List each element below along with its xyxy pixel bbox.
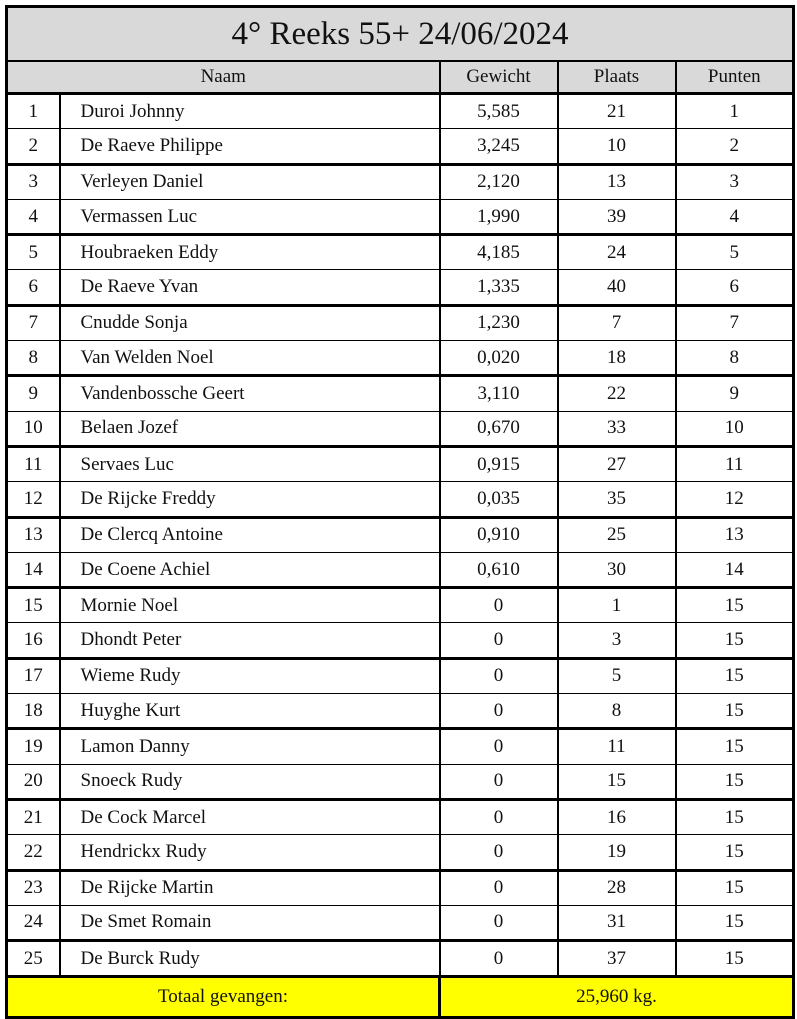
cell-naam: Dhondt Peter (60, 623, 440, 658)
cell-nr: 15 (7, 588, 60, 623)
column-header-gewicht: Gewicht (440, 61, 558, 94)
table-row (7, 305, 794, 340)
cell-naam: De Rijcke Freddy (60, 482, 440, 517)
cell-naam: De Coene Achiel (60, 552, 440, 587)
cell-naam: De Raeve Philippe (60, 129, 440, 164)
cell-plaats: 27 (558, 446, 676, 481)
cell-nr: 25 (7, 941, 60, 977)
cell-nr: 8 (7, 341, 60, 376)
cell-naam: Houbraeken Eddy (60, 235, 440, 270)
cell-gewicht: 0 (440, 764, 558, 799)
total-value: 25,960 kg. (440, 977, 794, 1018)
cell-nr: 20 (7, 764, 60, 799)
cell-plaats: 31 (558, 905, 676, 940)
cell-nr: 3 (7, 164, 60, 199)
cell-punten: 15 (676, 588, 794, 623)
cell-nr: 24 (7, 905, 60, 940)
cell-gewicht: 3,245 (440, 129, 558, 164)
cell-plaats: 24 (558, 235, 676, 270)
cell-punten: 3 (676, 164, 794, 199)
cell-punten: 15 (676, 905, 794, 940)
cell-naam: Verleyen Daniel (60, 164, 440, 199)
cell-naam: Belaen Jozef (60, 411, 440, 446)
cell-gewicht: 5,585 (440, 94, 558, 129)
cell-punten: 13 (676, 517, 794, 552)
table-row (7, 341, 794, 376)
cell-naam: De Smet Romain (60, 905, 440, 940)
cell-plaats: 7 (558, 305, 676, 340)
cell-punten: 6 (676, 270, 794, 305)
cell-naam: Vandenbossche Geert (60, 376, 440, 411)
cell-nr: 19 (7, 729, 60, 764)
column-header-plaats: Plaats (558, 61, 676, 94)
header-row (7, 61, 794, 94)
table-row (7, 376, 794, 411)
cell-punten: 12 (676, 482, 794, 517)
cell-plaats: 22 (558, 376, 676, 411)
table-row (7, 199, 794, 234)
cell-nr: 2 (7, 129, 60, 164)
cell-plaats: 37 (558, 941, 676, 977)
cell-nr: 12 (7, 482, 60, 517)
table-row (7, 164, 794, 199)
table-row (7, 799, 794, 834)
cell-plaats: 5 (558, 658, 676, 693)
table-row (7, 235, 794, 270)
cell-plaats: 1 (558, 588, 676, 623)
cell-gewicht: 3,110 (440, 376, 558, 411)
cell-gewicht: 1,230 (440, 305, 558, 340)
cell-naam: Duroi Johnny (60, 94, 440, 129)
cell-plaats: 18 (558, 341, 676, 376)
table-row (7, 588, 794, 623)
cell-naam: De Burck Rudy (60, 941, 440, 977)
cell-gewicht: 2,120 (440, 164, 558, 199)
cell-punten: 15 (676, 835, 794, 870)
cell-plaats: 19 (558, 835, 676, 870)
cell-gewicht: 0 (440, 694, 558, 729)
cell-naam: Mornie Noel (60, 588, 440, 623)
cell-punten: 11 (676, 446, 794, 481)
table-row (7, 905, 794, 940)
total-label: Totaal gevangen: (7, 977, 440, 1018)
table-row (7, 729, 794, 764)
cell-plaats: 8 (558, 694, 676, 729)
table-row (7, 129, 794, 164)
cell-punten: 15 (676, 729, 794, 764)
cell-plaats: 3 (558, 623, 676, 658)
cell-punten: 15 (676, 623, 794, 658)
table-row (7, 623, 794, 658)
cell-plaats: 40 (558, 270, 676, 305)
column-header-punten: Punten (676, 61, 794, 94)
cell-nr: 21 (7, 799, 60, 834)
cell-gewicht: 0 (440, 941, 558, 977)
cell-gewicht: 0 (440, 835, 558, 870)
table-row (7, 941, 794, 977)
cell-nr: 14 (7, 552, 60, 587)
cell-plaats: 39 (558, 199, 676, 234)
cell-gewicht: 0,915 (440, 446, 558, 481)
title-row (7, 7, 794, 62)
cell-nr: 1 (7, 94, 60, 129)
table-row (7, 835, 794, 870)
cell-punten: 14 (676, 552, 794, 587)
cell-punten: 7 (676, 305, 794, 340)
cell-nr: 9 (7, 376, 60, 411)
cell-punten: 15 (676, 694, 794, 729)
cell-naam: Hendrickx Rudy (60, 835, 440, 870)
cell-nr: 10 (7, 411, 60, 446)
cell-naam: Cnudde Sonja (60, 305, 440, 340)
cell-nr: 7 (7, 305, 60, 340)
table-row (7, 658, 794, 693)
cell-naam: De Rijcke Martin (60, 870, 440, 905)
cell-gewicht: 0,020 (440, 341, 558, 376)
cell-plaats: 33 (558, 411, 676, 446)
cell-naam: De Raeve Yvan (60, 270, 440, 305)
cell-punten: 2 (676, 129, 794, 164)
cell-plaats: 15 (558, 764, 676, 799)
cell-plaats: 25 (558, 517, 676, 552)
cell-punten: 8 (676, 341, 794, 376)
total-row (7, 977, 794, 1018)
results-body (7, 94, 794, 977)
cell-gewicht: 0 (440, 623, 558, 658)
cell-gewicht: 0 (440, 729, 558, 764)
table-row (7, 446, 794, 481)
cell-gewicht: 0 (440, 658, 558, 693)
cell-naam: De Cock Marcel (60, 799, 440, 834)
cell-gewicht: 4,185 (440, 235, 558, 270)
cell-plaats: 35 (558, 482, 676, 517)
cell-gewicht: 0,670 (440, 411, 558, 446)
table-row (7, 764, 794, 799)
cell-plaats: 10 (558, 129, 676, 164)
table-row (7, 94, 794, 129)
cell-punten: 4 (676, 199, 794, 234)
cell-plaats: 13 (558, 164, 676, 199)
column-header-naam: Naam (7, 61, 440, 94)
cell-naam: De Clercq Antoine (60, 517, 440, 552)
cell-nr: 23 (7, 870, 60, 905)
cell-plaats: 28 (558, 870, 676, 905)
cell-gewicht: 0 (440, 905, 558, 940)
cell-punten: 15 (676, 941, 794, 977)
cell-punten: 15 (676, 658, 794, 693)
cell-nr: 5 (7, 235, 60, 270)
cell-naam: Vermassen Luc (60, 199, 440, 234)
cell-punten: 15 (676, 764, 794, 799)
cell-gewicht: 0 (440, 588, 558, 623)
table-row (7, 694, 794, 729)
cell-gewicht: 0 (440, 799, 558, 834)
cell-naam: Servaes Luc (60, 446, 440, 481)
cell-gewicht: 0 (440, 870, 558, 905)
cell-gewicht: 0,610 (440, 552, 558, 587)
cell-punten: 1 (676, 94, 794, 129)
cell-punten: 10 (676, 411, 794, 446)
table-row (7, 411, 794, 446)
cell-plaats: 30 (558, 552, 676, 587)
table-row (7, 552, 794, 587)
cell-nr: 17 (7, 658, 60, 693)
cell-punten: 15 (676, 870, 794, 905)
table-row (7, 270, 794, 305)
cell-plaats: 11 (558, 729, 676, 764)
cell-nr: 13 (7, 517, 60, 552)
page-title: 4° Reeks 55+ 24/06/2024 (7, 7, 794, 62)
results-table (5, 5, 795, 1019)
table-row (7, 870, 794, 905)
cell-gewicht: 1,335 (440, 270, 558, 305)
cell-plaats: 21 (558, 94, 676, 129)
cell-punten: 15 (676, 799, 794, 834)
cell-nr: 18 (7, 694, 60, 729)
table-row (7, 517, 794, 552)
cell-punten: 9 (676, 376, 794, 411)
cell-naam: Snoeck Rudy (60, 764, 440, 799)
cell-naam: Huyghe Kurt (60, 694, 440, 729)
table-row (7, 482, 794, 517)
cell-naam: Lamon Danny (60, 729, 440, 764)
cell-nr: 22 (7, 835, 60, 870)
cell-nr: 6 (7, 270, 60, 305)
cell-gewicht: 0,910 (440, 517, 558, 552)
cell-plaats: 16 (558, 799, 676, 834)
cell-punten: 5 (676, 235, 794, 270)
cell-gewicht: 0,035 (440, 482, 558, 517)
cell-nr: 4 (7, 199, 60, 234)
cell-nr: 16 (7, 623, 60, 658)
results-sheet (5, 5, 792, 1019)
cell-naam: Wieme Rudy (60, 658, 440, 693)
cell-gewicht: 1,990 (440, 199, 558, 234)
cell-nr: 11 (7, 446, 60, 481)
cell-naam: Van Welden Noel (60, 341, 440, 376)
